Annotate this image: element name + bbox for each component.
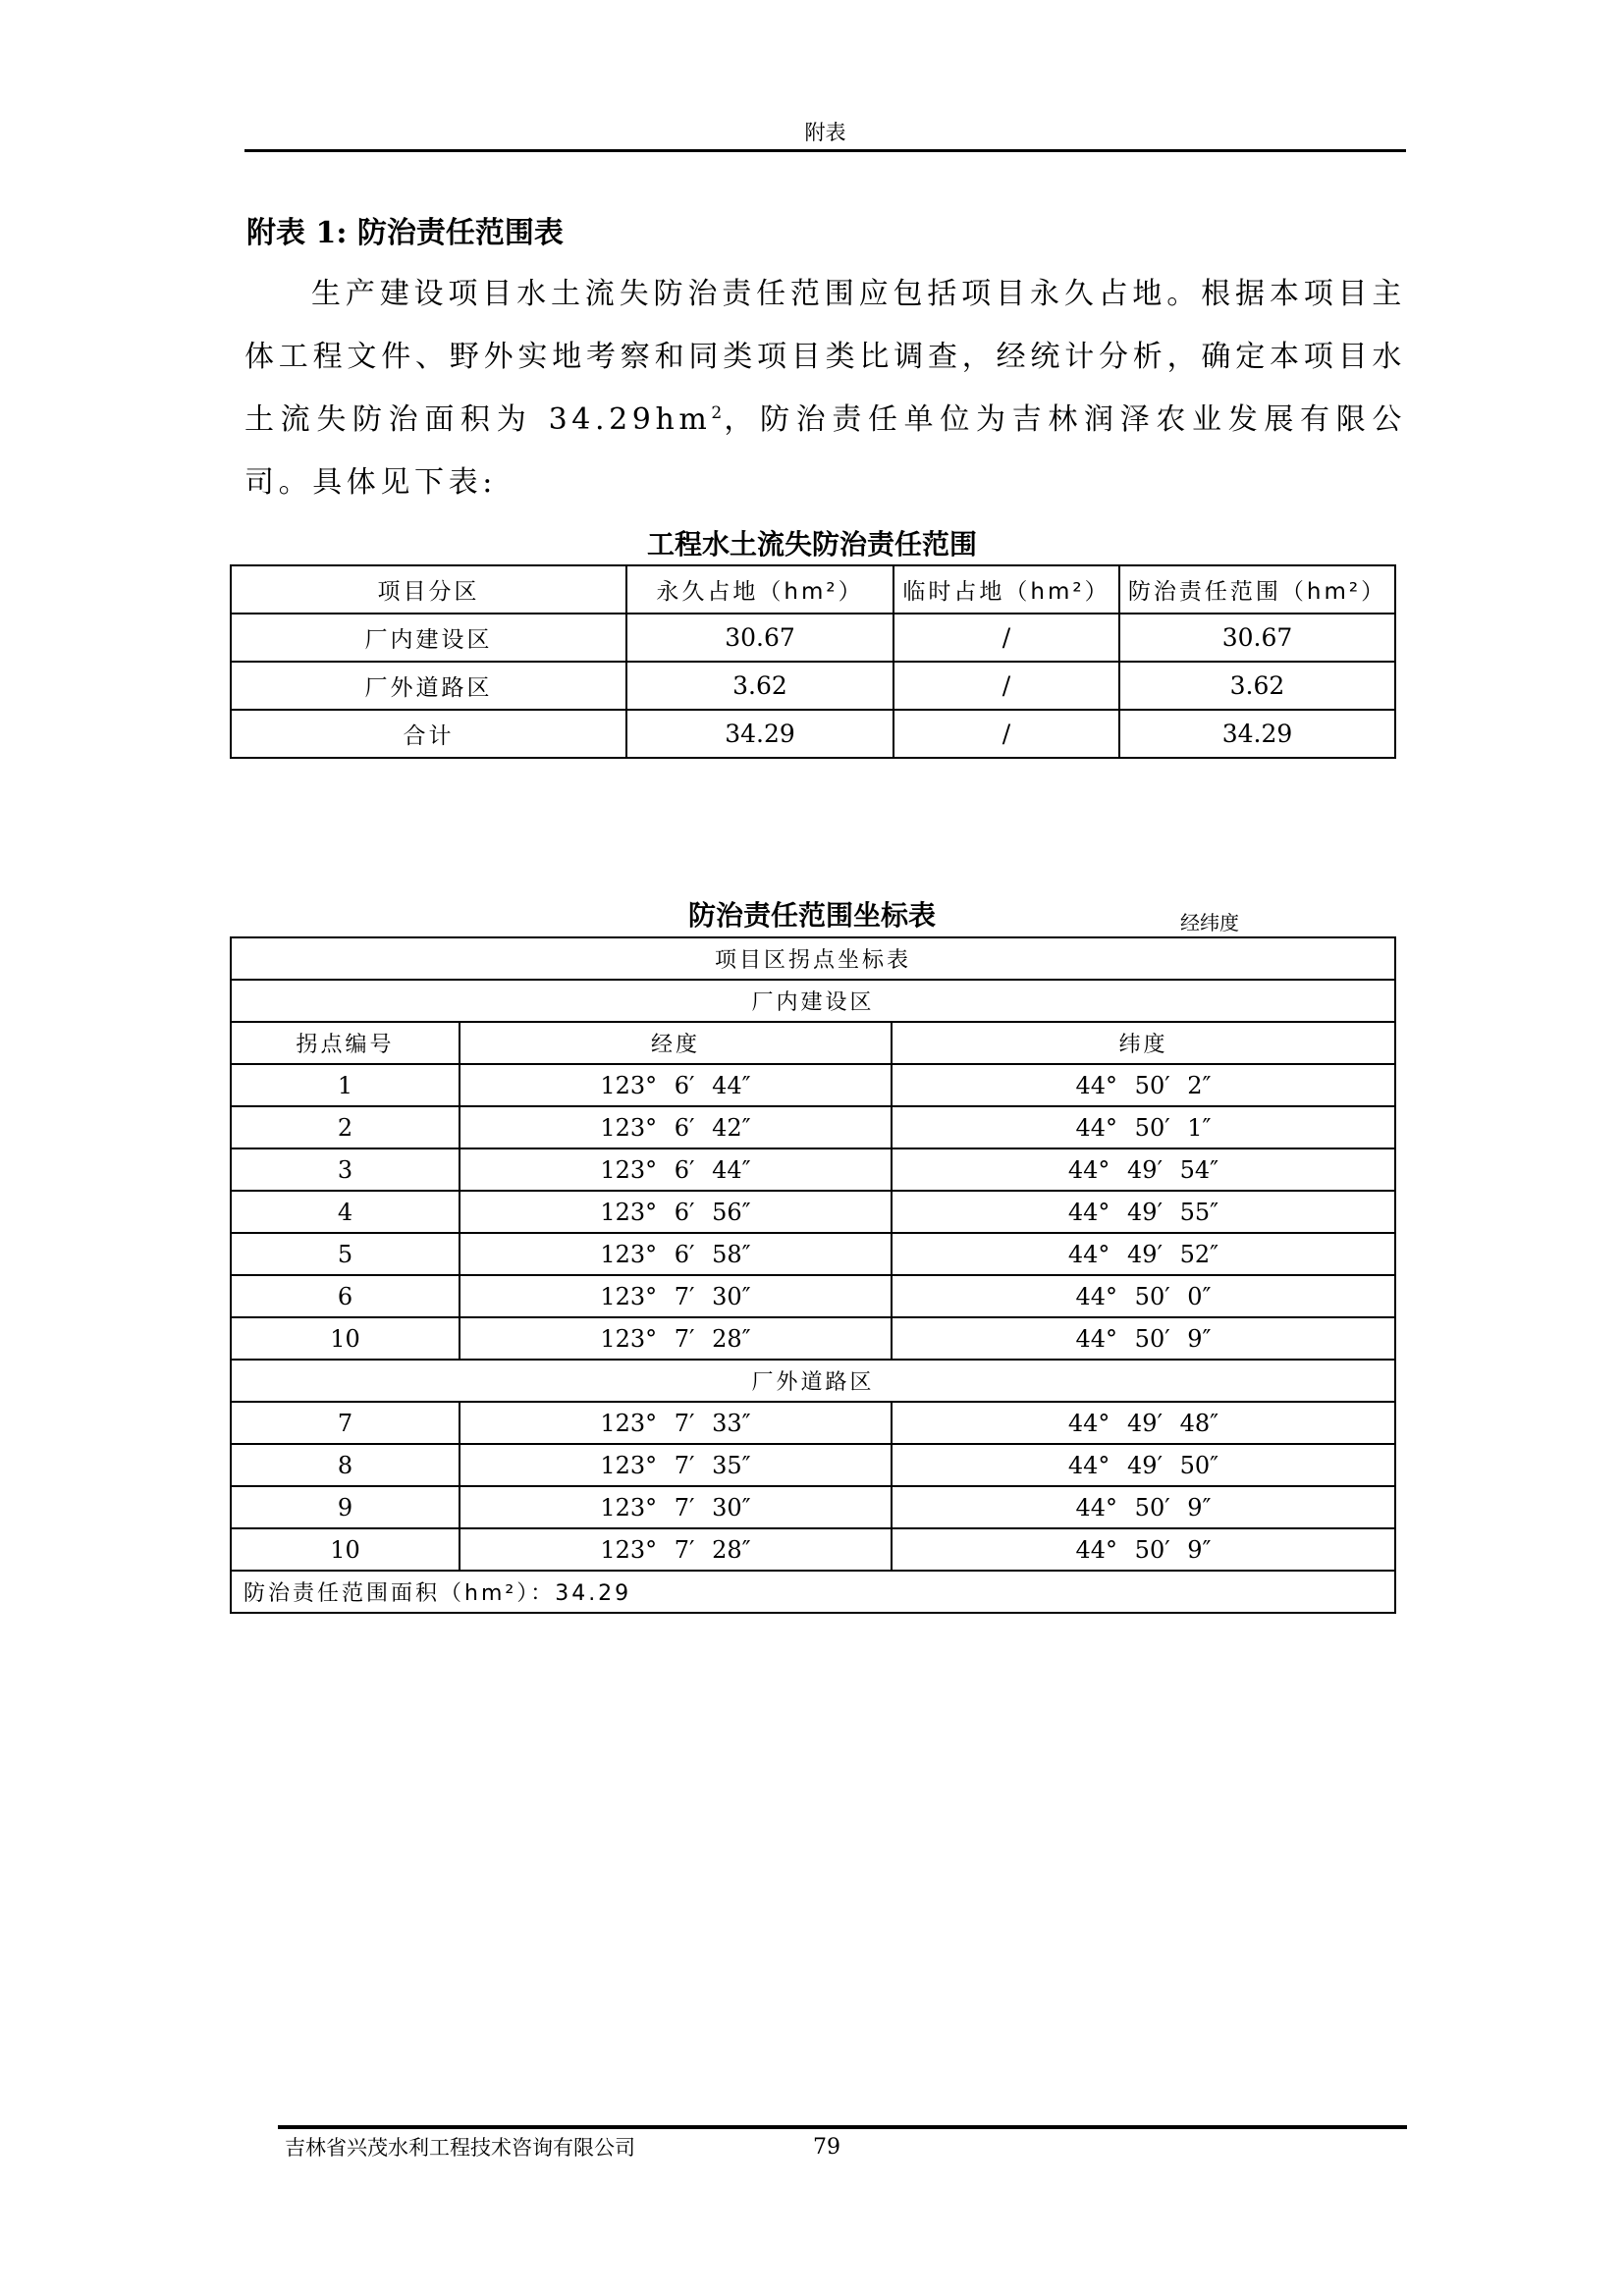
value-cell: 30.67 [626,614,893,662]
table-row [231,1317,1395,1360]
page-number: 79 [813,2135,840,2160]
longitude-cell: 123° 7′ 28″ [460,1317,892,1360]
coordinate-table [230,936,1396,1614]
latitude-cell: 44° 49′ 55″ [892,1191,1395,1233]
header-cell: 防治责任范围（hm²） [1119,565,1395,614]
value-cell: 3.62 [626,662,893,710]
table-row [231,1233,1395,1275]
longitude-cell: 123° 6′ 44″ [460,1064,892,1106]
latitude-cell: 44° 50′ 1″ [892,1106,1395,1148]
table2-title: 防治责任范围坐标表 [687,899,936,932]
value-cell: / [893,710,1119,758]
longitude-cell: 123° 7′ 35″ [460,1444,892,1486]
responsibility-area-table [230,564,1396,759]
header-cell: 拐点编号 [231,1022,460,1064]
longitude-cell: 123° 7′ 28″ [460,1528,892,1571]
longitude-cell: 123° 7′ 30″ [460,1275,892,1317]
longitude-cell: 123° 7′ 30″ [460,1486,892,1528]
zone-name-cell: 厂外道路区 [231,1360,1395,1402]
longitude-cell: 123° 7′ 33″ [460,1402,892,1444]
value-cell: 34.29 [626,710,893,758]
header-cell: 项目分区 [231,565,626,614]
latitude-cell: 44° 50′ 2″ [892,1064,1395,1106]
point-id-cell: 2 [231,1106,460,1148]
latitude-cell: 44° 49′ 48″ [892,1402,1395,1444]
paragraph-text-2: ，防治责任单位为吉林润泽农业发展有限公司。具体见下表: [244,402,1406,500]
point-id-cell: 6 [231,1275,460,1317]
running-header: 附表 [804,121,846,144]
caption-cell: 项目区拐点坐标表 [231,937,1395,980]
table-header-row [231,1022,1395,1064]
caption-row [231,937,1395,980]
longitude-cell: 123° 6′ 58″ [460,1233,892,1275]
table-row [231,1486,1395,1528]
latitude-cell: 44° 50′ 9″ [892,1486,1395,1528]
section-heading: 附表 1: 防治责任范围表 [246,216,564,250]
point-id-cell: 10 [231,1528,460,1571]
latitude-cell: 44° 49′ 50″ [892,1444,1395,1486]
footer-rule [278,2125,1407,2129]
unit-note: 经纬度 [1180,911,1239,934]
value-cell: 3.62 [1119,662,1395,710]
superscript-2: 2 [711,403,723,423]
latitude-cell: 44° 49′ 54″ [892,1148,1395,1191]
longitude-cell: 123° 6′ 44″ [460,1148,892,1191]
zone-row [231,980,1395,1022]
latitude-cell: 44° 50′ 9″ [892,1528,1395,1571]
point-id-cell: 5 [231,1233,460,1275]
header-cell: 纬度 [892,1022,1395,1064]
table1-title: 工程水土流失防治责任范围 [646,528,977,561]
point-id-cell: 9 [231,1486,460,1528]
zone-row [231,1360,1395,1402]
table-row [231,1064,1395,1106]
area-total-cell: 防治责任范围面积（hm²）：34.29 [231,1571,1395,1613]
table-row [231,1106,1395,1148]
latitude-cell: 44° 50′ 9″ [892,1317,1395,1360]
point-id-cell: 7 [231,1402,460,1444]
table-row [231,1191,1395,1233]
paragraph-text-1: 生产建设项目水土流失防治责任范围应包括项目永久占地。根据本项目主体工程文件、野外实地考察和同类项目类比调查，经统计分析，确定本项目水土流失防治面积为 34.29hm [244,277,1406,437]
table-row [231,1275,1395,1317]
point-id-cell: 4 [231,1191,460,1233]
point-id-cell: 1 [231,1064,460,1106]
value-cell: 30.67 [1119,614,1395,662]
table-row [231,614,1395,662]
value-cell: / [893,662,1119,710]
table-row [231,1528,1395,1571]
area-total-row [231,1571,1395,1613]
table-row [231,1444,1395,1486]
value-cell: 34.29 [1119,710,1395,758]
zone-cell: 厂内建设区 [231,614,626,662]
header-cell: 临时占地（hm²） [893,565,1119,614]
latitude-cell: 44° 49′ 52″ [892,1233,1395,1275]
point-id-cell: 8 [231,1444,460,1486]
value-cell: / [893,614,1119,662]
table-header-row [231,565,1395,614]
intro-paragraph [244,263,1406,514]
zone-cell: 厂外道路区 [231,662,626,710]
header-rule [244,149,1406,152]
header-cell: 永久占地（hm²） [626,565,893,614]
table-row-total [231,710,1395,758]
point-id-cell: 3 [231,1148,460,1191]
zone-cell: 合计 [231,710,626,758]
footer-company: 吉林省兴茂水利工程技术咨询有限公司 [285,2136,635,2160]
table-row [231,1148,1395,1191]
longitude-cell: 123° 6′ 56″ [460,1191,892,1233]
table-row [231,662,1395,710]
zone-name-cell: 厂内建设区 [231,980,1395,1022]
latitude-cell: 44° 50′ 0″ [892,1275,1395,1317]
table-row [231,1402,1395,1444]
point-id-cell: 10 [231,1317,460,1360]
longitude-cell: 123° 6′ 42″ [460,1106,892,1148]
header-cell: 经度 [460,1022,892,1064]
